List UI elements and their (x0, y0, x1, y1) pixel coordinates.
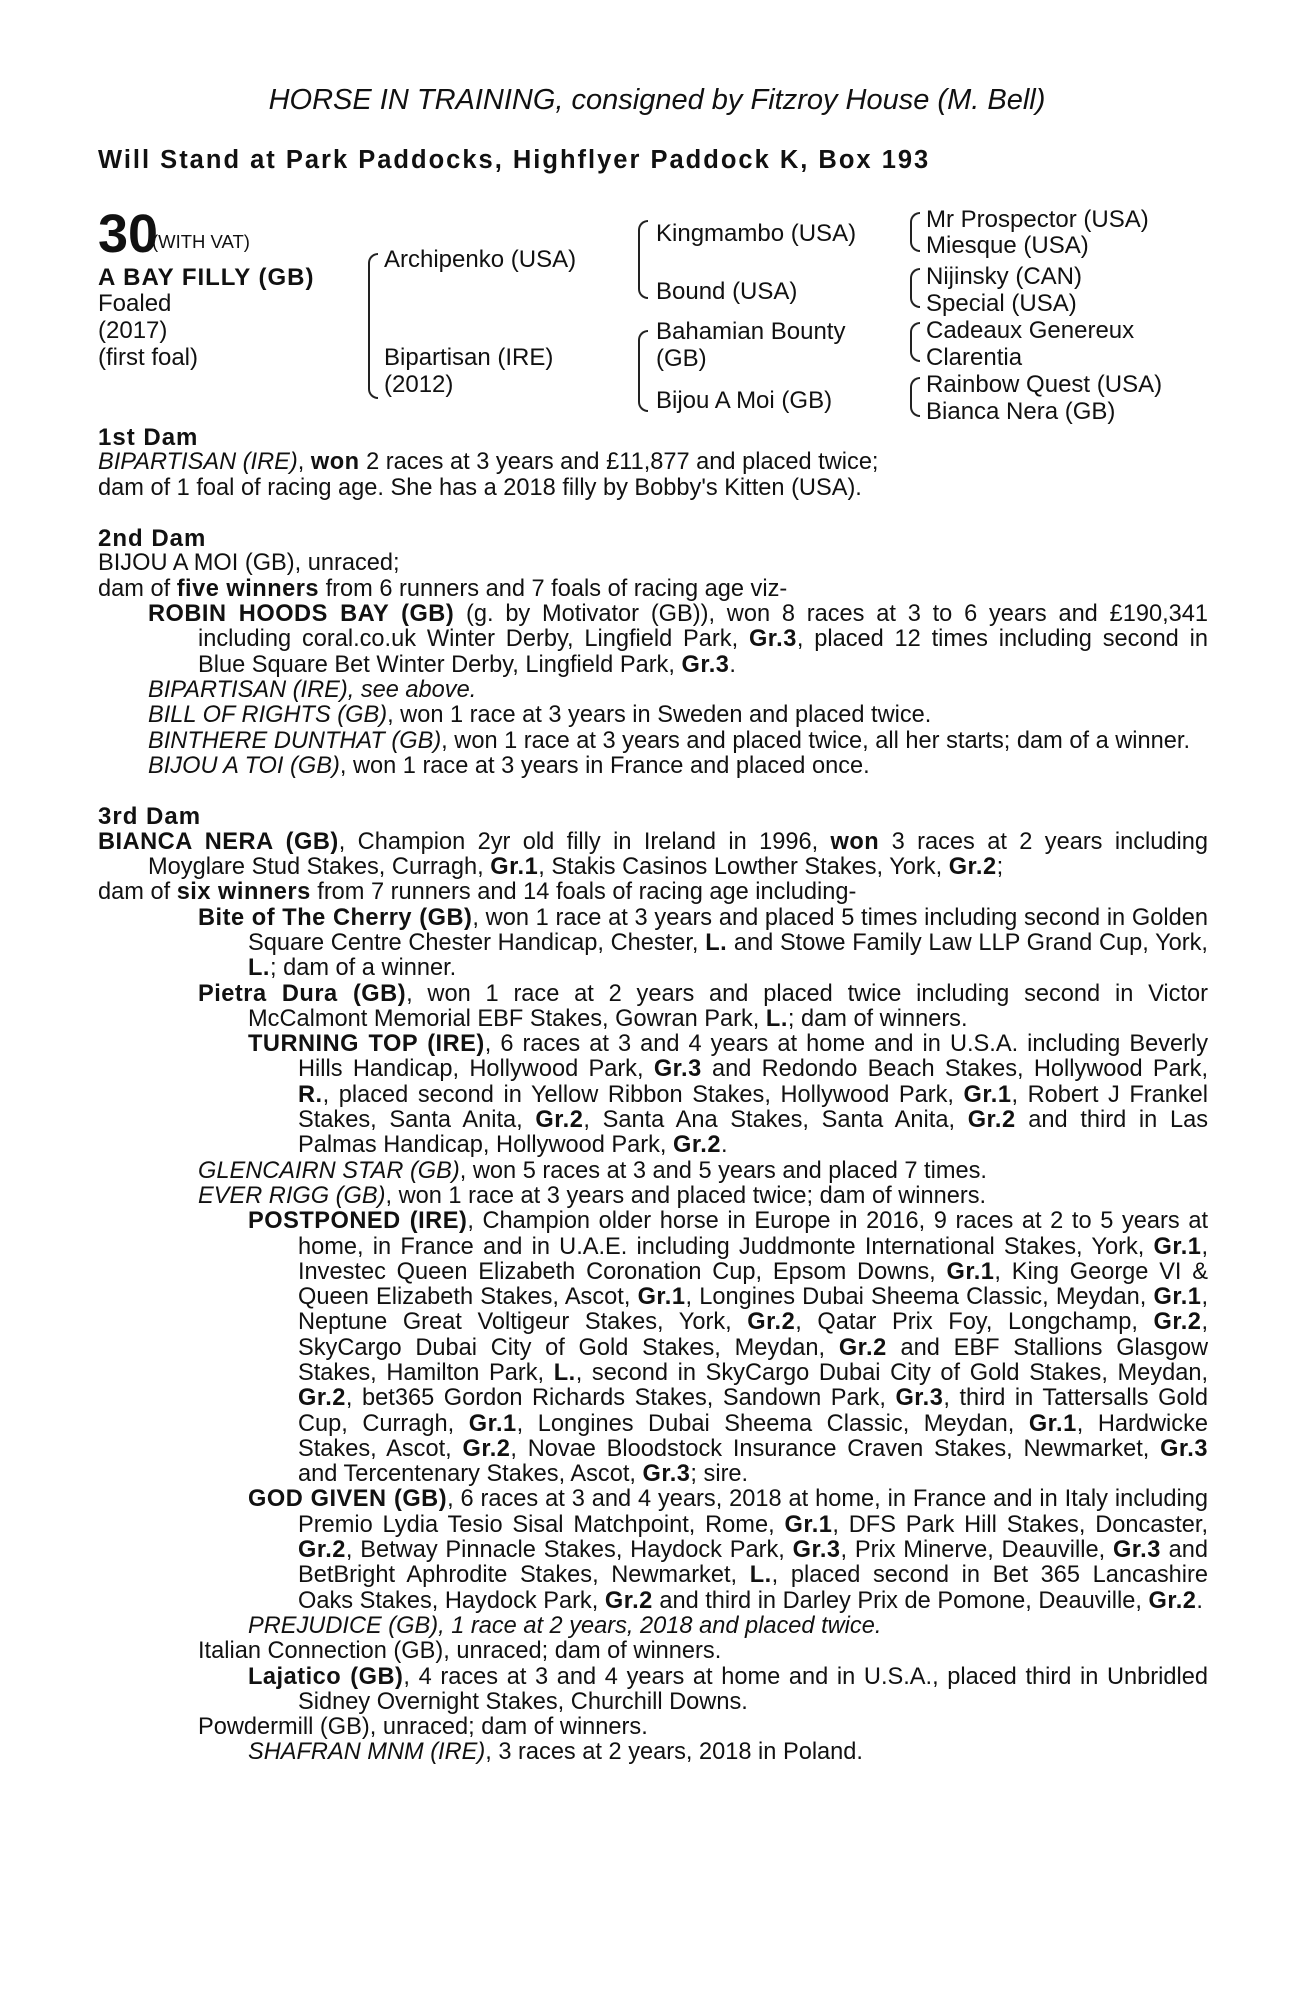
foaled-year: (2017) (98, 317, 168, 344)
produce-italian-connection: Italian Connection (GB), unraced; dam of winners. (198, 1638, 722, 1665)
pedigree-g1: Mr Prospector (USA) (926, 206, 1149, 233)
sire-line-bracket (638, 220, 648, 299)
stable-location: Will Stand at Park Paddocks, Highflyer Paddock K, Box 193 (98, 146, 931, 174)
produce-turning-top: TURNING TOP (IRE), 6 races at 3 and 4 years at home and in U.S.A. including Beverly Hills Handicap, Hollywood Park, Gr.3 and Redondo Beach Stakes, Hollywood Park, R., placed second in Yellow Ribbon Stakes, Hollywood Park, Gr.1, Robert J Frankel Stakes, Santa Anita, Gr.2, Santa Ana Stakes, Santa Anita, Gr.2 and third in Las Palmas Handicap, Hollywood Park, Gr.2. (248, 1031, 1209, 1159)
pedigree-g3: Nijinsky (CAN) (926, 263, 1082, 290)
produce-postponed: POSTPONED (IRE), Champion older horse in Europe in 2016, 9 races at 2 to 5 years at home, in France and in U.A.E. including Juddmonte International Stakes, York, Gr.1, Investec Queen Elizabeth Coronation Cup, Epsom Downs, Gr.1, King George VI & Queen Elizabeth Stakes, Ascot, Gr.1, Longines Dubai Sheema Classic, Meydan, Gr.1, Neptune Great Voltigeur Stakes, York, Gr.2, Qatar Prix Foy, Longchamp, Gr.2, SkyCargo Dubai City of Gold Stakes, Meydan, Gr.2 and EBF Stallions Glasgow Stakes, Hamilton Park, L., second in SkyCargo Dubai City of Gold Stakes, Meydan, Gr.2, bet365 Gordon Richards Stakes, Sandown Park, Gr.3, third in Tattersalls Gold Cup, Curragh, Gr.1, Longines Dubai Sheema Classic, Meydan, Gr.1, Hardwicke Stakes, Ascot, Gr.2, Novae Bloodstock Insurance Craven Stakes, Newmarket, Gr.3 and Tercentenary Stakes, Ascot, Gr.3; sire. (248, 1208, 1209, 1488)
produce-pietra-dura: Pietra Dura (GB), won 1 race at 2 years and placed twice including second in Victor McCalmont Memorial EBF Stakes, Gowran Park, L.; dam of winners. (198, 980, 1209, 1032)
g-bracket-2 (910, 268, 920, 308)
first-dam-record: BIPARTISAN (IRE), won 2 races at 3 years and £11,877 and placed twice; (98, 449, 879, 476)
pedigree-g4: Special (USA) (926, 290, 1077, 317)
g-bracket-3 (910, 322, 920, 362)
produce-lajatico: Lajatico (GB), 4 races at 3 and 4 years at home and in U.S.A., placed third in Unbridled Sidney Overnight Stakes, Churchill Downs. (248, 1663, 1208, 1715)
pedigree-sire-dam: Bound (USA) (656, 278, 798, 305)
dam-line-bracket (638, 330, 648, 412)
first-dam-produce: dam of 1 foal of racing age. She has a 2018 filly by Bobby's Kitten (USA). (98, 474, 862, 501)
pedigree-g6: Clarentia (926, 344, 1023, 371)
pedigree-dam: Bipartisan (IRE) (384, 344, 554, 371)
lot-number: 30 (98, 204, 159, 264)
produce-shafran-mnm: SHAFRAN MNM (IRE), 3 races at 2 years, 2018 in Poland. (248, 1739, 863, 1766)
pedigree-sire-sire: Kingmambo (USA) (656, 220, 857, 247)
foaled-label: Foaled (98, 290, 172, 317)
third-dam-produce: dam of six winners from 7 runners and 14 foals of racing age including- (98, 879, 857, 906)
second-dam-name: BIJOU A MOI (GB), unraced; (98, 550, 400, 577)
produce-bipartisan: BIPARTISAN (IRE), see above. (148, 676, 477, 703)
vat-note: (WITH VAT) (152, 231, 250, 252)
produce-glencairn-star: GLENCAIRN STAR (GB), won 5 races at 3 and 5 years and placed 7 times. (198, 1157, 987, 1184)
pedigree-g2: Miesque (USA) (926, 232, 1089, 259)
pedigree-sire: Archipenko (USA) (384, 246, 577, 273)
produce-bill-of-rights: BILL OF RIGHTS (GB), won 1 race at 3 years in Sweden and placed twice. (148, 702, 932, 729)
first-foal-note: (first foal) (98, 344, 199, 371)
pedigree-dam-sire-line2: (GB) (656, 345, 707, 372)
produce-ever-rigg: EVER RIGG (GB), won 1 race at 3 years and placed twice; dam of winners. (198, 1182, 987, 1209)
lot-name: A BAY FILLY (GB) (98, 264, 315, 291)
pedigree-g8: Bianca Nera (GB) (926, 398, 1116, 425)
sire-dam-bracket (368, 253, 378, 399)
page-title: HORSE IN TRAINING, consigned by Fitzroy House (M. Bell) (268, 84, 1046, 116)
second-dam-heading: 2nd Dam (98, 525, 207, 553)
pedigree-g5: Cadeaux Genereux (926, 317, 1135, 344)
produce-god-given: GOD GIVEN (GB), 6 races at 3 and 4 years, 2018 at home, in France and in Italy including Premio Lydia Tesio Sisal Matchpoint, Rome, Gr.1, DFS Park Hill Stakes, Doncaster, Gr.2, Betway Pinnacle Stakes, Haydock Park, Gr.3, Prix Minerve, Deauville, Gr.3 and BetBright Aphrodite Stakes, Newmarket, L., placed second in Bet 365 Lancashire Oaks Stakes, Haydock Park, Gr.2 and third in Darley Prix de Pomone, Deauville, Gr.2. (248, 1486, 1209, 1614)
second-dam-produce: dam of five winners from 6 runners and 7 foals of racing age viz- (98, 575, 788, 602)
first-dam-heading: 1st Dam (98, 424, 199, 451)
produce-powdermill: Powdermill (GB), unraced; dam of winners. (198, 1714, 648, 1741)
pedigree-dam-dam: Bijou A Moi (GB) (656, 387, 833, 414)
g-bracket-4 (910, 377, 920, 417)
pedigree-dam-year: (2012) (384, 371, 454, 398)
pedigree-g7: Rainbow Quest (USA) (926, 371, 1163, 398)
third-dam-record: BIANCA NERA (GB), Champion 2yr old filly in Ireland in 1996, won 3 races at 2 years including Moyglare Stud Stakes, Curragh, Gr.1, Stakis Casinos Lowther Stakes, York, Gr.2; (98, 828, 1208, 881)
produce-binthere-dunthat: BINTHERE DUNTHAT (GB), won 1 race at 3 years and placed twice, all her starts; dam of a winner. (148, 727, 1190, 754)
produce-bite-of-the-cherry: Bite of The Cherry (GB), won 1 race at 3 years and placed 5 times including second in Golden Square Centre Chester Handicap, Chester, L. and Stowe Family Law LLP Grand Cup, York, L.; dam of a winner. (198, 904, 1208, 982)
dam-lines (98, 425, 1208, 1766)
produce-prejudice: PREJUDICE (GB), 1 race at 2 years, 2018 and placed twice. (248, 1612, 882, 1639)
third-dam-heading: 3rd Dam (98, 803, 202, 831)
pedigree-dam-sire-line1: Bahamian Bounty (656, 318, 846, 345)
g-bracket-1 (910, 212, 920, 252)
produce-robin-hoods-bay: ROBIN HOODS BAY (GB) (g. by Motivator (GB)), won 8 races at 3 to 6 years and £190,341 including coral.co.uk Winter Derby, Lingfield Park, Gr.3, placed 12 times including second in Blue Square Bet Winter Derby, Lingfield Park, Gr.3. (148, 601, 1208, 678)
produce-bijou-a-toi: BIJOU A TOI (GB), won 1 race at 3 years in France and placed once. (148, 752, 870, 779)
